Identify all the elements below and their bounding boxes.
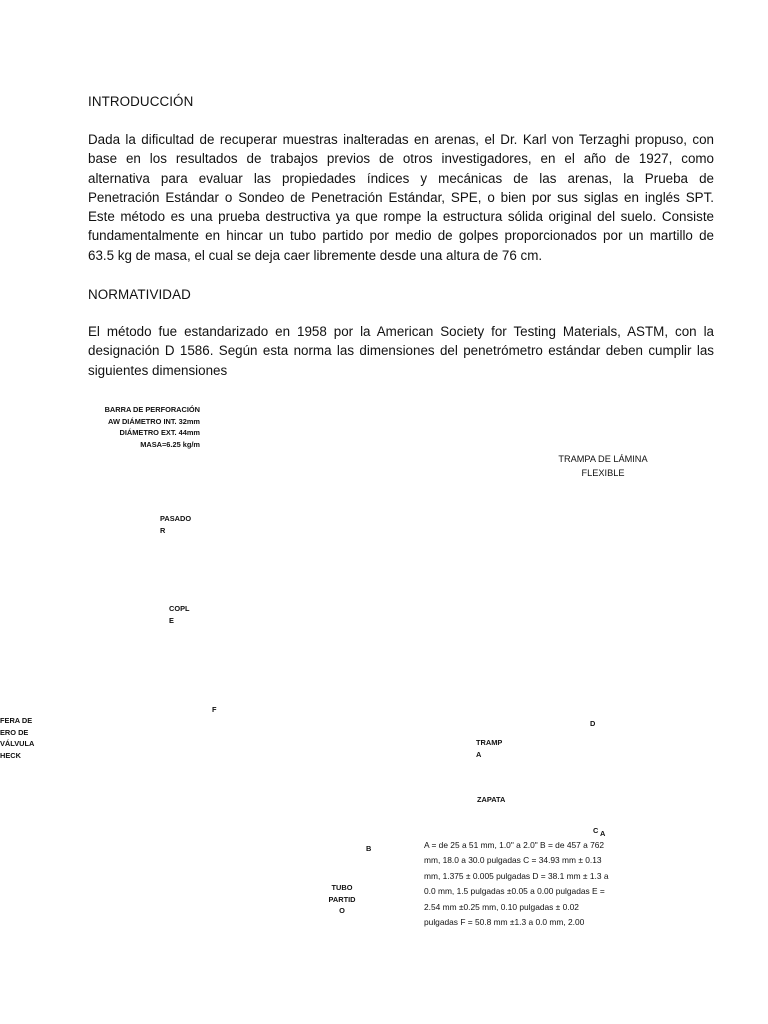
c-label: C	[593, 826, 599, 835]
trampa-lamina-flexible-label: TRAMPA DE LÁMINA FLEXIBLE	[558, 454, 648, 478]
intro-line: 63.5 kg de masa, el cual se deja caer libremente desde una altura de 76 cm.	[88, 247, 543, 263]
a-label: A	[600, 829, 606, 838]
tubo-partido-label: TUBO PARTID O	[328, 883, 356, 916]
zapata-label: ZAPATA	[477, 795, 506, 804]
d-label: D	[590, 719, 596, 728]
intro-line: fundamentalmente en hincar un tubo partido por medio de golpes proporcionados por un martillo de	[88, 228, 714, 244]
spec-line: pulgadas F = 50.8 mm ±1.3 a 0.0 mm, 2.00	[424, 917, 585, 928]
esfera-valvula-label: FERA DE ERO DE VÁLVULA HECK	[0, 716, 35, 760]
normatividad-line: siguientes dimensiones	[88, 362, 228, 378]
intro-line: alternativa para evaluar las propiedades índices y mecánicas de las arenas, la Prueba de	[88, 170, 714, 186]
intro-line: Este método es una prueba destructiva ya que rompe la estructura sólida original del suelo. Consiste	[88, 209, 714, 225]
intro-paragraph	[88, 130, 714, 265]
pasador-label: PASADO R	[160, 514, 192, 535]
normatividad-line: designación D 1586. Según esta norma las dimensiones del penetrómetro estándar deben cumplir las	[88, 343, 714, 359]
spec-line: 0.0 mm, 1.5 pulgadas ±0.05 a 0.00 pulgadas E =	[424, 886, 605, 897]
dimensions-spec	[424, 838, 646, 930]
normatividad-line: El método fue estandarizado en 1958 por la American Society for Testing Materials, ASTM, con la	[88, 324, 714, 339]
intro-line: Dada la dificultad de recuperar muestras inalteradas en arenas, el Dr. Karl von Terzaghi propuso, con	[88, 132, 714, 147]
normatividad-heading: NORMATIVIDAD	[88, 287, 191, 302]
trampa-label: TRAMP A	[476, 738, 503, 759]
intro-heading: INTRODUCCIÓN	[88, 94, 194, 109]
normatividad-paragraph	[88, 322, 714, 380]
barra-perforacion-label: BARRA DE PERFORACIÓN AW DIÁMETRO INT. 32mm DIÁMETRO EXT. 44mm MASA=6.25 kg/m	[104, 405, 200, 449]
spec-line: mm, 18.0 a 30.0 pulgadas C = 34.93 mm ± 0.13	[424, 855, 602, 866]
b-label: B	[366, 844, 372, 853]
spec-line: 2.54 mm ±0.25 mm, 0.10 pulgadas ± 0.02	[424, 901, 579, 912]
spec-line: mm, 1.375 ± 0.005 pulgadas D = 38.1 mm ± 1.3 a	[424, 870, 609, 881]
spec-line: A = de 25 a 51 mm, 1.0" a 2.0" B = de 457 a 762	[424, 840, 605, 850]
f-label: F	[212, 705, 217, 714]
cople-label: COPL E	[169, 604, 190, 625]
intro-line: base en los resultados de trabajos previos de otros investigadores, en el año de 1927, como	[88, 151, 714, 167]
intro-line: Penetración Estándar o Sondeo de Penetración Estándar, SPE, o bien por sus siglas en inglés SPT.	[88, 189, 714, 205]
